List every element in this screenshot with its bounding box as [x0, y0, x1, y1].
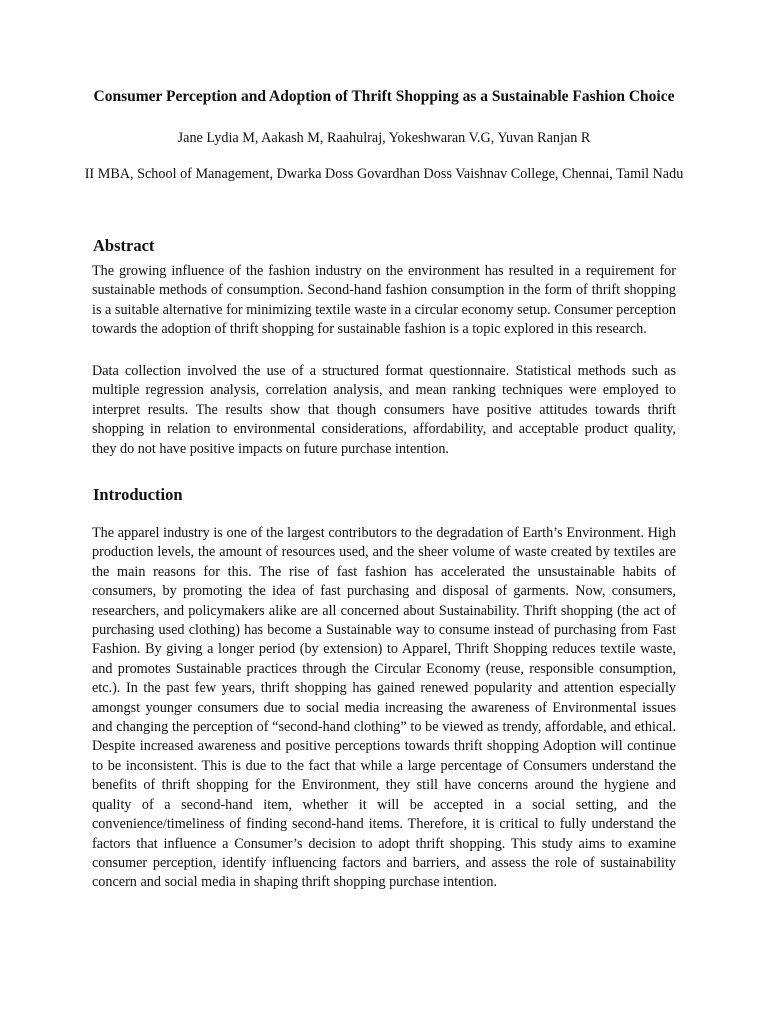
author-list: Jane Lydia M, Aakash M, Raahulraj, Yokeshwaran V.G, Yuvan Ranjan R — [177, 130, 591, 146]
paper-title: Consumer Perception and Adoption of Thrift Shopping as a Sustainable Fashion Choice — [93, 88, 675, 105]
introduction-paragraph-1: The apparel industry is one of the largest contributors to the degradation of Earth’s Environment. High production levels, the amount of resources used, and the sheer volume of waste created by textiles are the main reasons for this. The rise of fast fashion has accelerated the unsustainable habits of consumers, by promoting the idea of fast purchasing and disposal of garments. Now, consumers, researchers, and policymakers alike are all concerned about Sustainability. Thrift shopping (the act of purchasing used clothing) has become a Sustainable way to consume instead of purchasing from Fast Fashion. By giving a longer period (by extension) to Apparel, Thrift Shopping reduces textile waste, and promotes Sustainable practices through the Circular Economy (reuse, responsible consumption, etc.). In the past few years, thrift shopping has gained renewed popularity and attention especially amongst younger consumers due to social media increasing the awareness of Environmental issues and changing the perception of “second-hand clothing” to be viewed as trendy, affordable, and ethical. Despite increased awareness and positive perceptions towards thrift shopping Adoption will continue to be inconsistent. This is due to the fact that while a large percentage of Consumers understand the benefits of thrift shopping for the Environment, they still have concerns around the hygiene and quality of a second-hand item, whether it will be accepted in a social setting, and the convenience/timeliness of finding second-hand items. Therefore, it is critical to fully understand the factors that influence a Consumer’s decision to adopt thrift shopping. This study aims to examine consumer perception, identify influencing factors and barriers, and assess the role of sustainability concern and social media in shaping thrift shopping purchase intention. — [92, 525, 676, 891]
abstract-paragraph-2: Data collection involved the use of a structured format questionnaire. Statistical methods such as multiple regression analysis, correlation analysis, and mean ranking techniques were employed to interpret results. The results show that though consumers have positive attitudes towards thrift shopping in relation to environmental considerations, affordability, and acceptable product quality, they do not have positive impacts on future purchase intention. — [92, 363, 676, 457]
introduction-heading: Introduction — [93, 485, 183, 504]
abstract-paragraph-1: The growing influence of the fashion industry on the environment has resulted in a requirement for sustainable methods of consumption. Second-hand fashion consumption in the form of thrift shopping is a suitable alternative for minimizing textile waste in a circular economy setup. Consumer perception towards the adoption of thrift shopping for sustainable fashion is a topic explored in this research. — [92, 263, 676, 338]
abstract-heading: Abstract — [93, 236, 155, 255]
author-affiliation: II MBA, School of Management, Dwarka Doss Govardhan Doss Vaishnav College, Chennai, Tamil Nadu — [84, 166, 684, 182]
